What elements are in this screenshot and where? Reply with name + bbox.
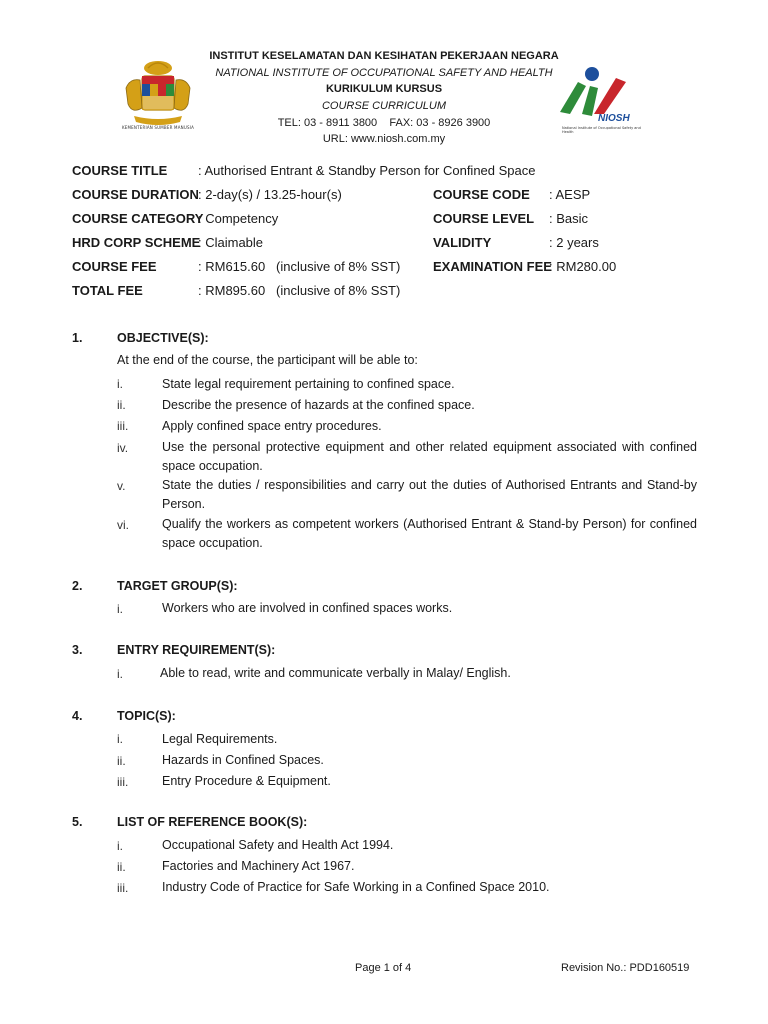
list-marker: iii. bbox=[117, 775, 129, 789]
list-item: Use the personal protective equipment and other related equipment associated with confined space occupation. bbox=[162, 440, 697, 473]
list-item: Describe the presence of hazards at the confined space. bbox=[162, 398, 475, 412]
course-fee-label: COURSE FEE bbox=[72, 259, 157, 274]
niosh-logo-subtext: National Institute of Occupational Safety and Health bbox=[562, 126, 641, 134]
list-item: Legal Requirements. bbox=[162, 732, 278, 746]
section-title-objectives: OBJECTIVE(S): bbox=[117, 331, 209, 345]
list-marker: vi. bbox=[117, 518, 129, 532]
course-duration-value: : 2-day(s) / 13.25-hour(s) bbox=[198, 187, 342, 202]
list-marker: iii. bbox=[117, 419, 129, 433]
hrd-scheme-label: HRD CORP SCHEME bbox=[72, 235, 201, 250]
course-duration-label: COURSE DURATION bbox=[72, 187, 199, 202]
section-number: 4. bbox=[72, 709, 83, 723]
website-url[interactable]: URL: www.niosh.com.my bbox=[322, 133, 446, 145]
objectives-intro: At the end of the course, the participant will be able to: bbox=[117, 353, 418, 367]
course-fee-value: : RM615.60 (inclusive of 8% SST) bbox=[198, 259, 401, 274]
list-item: Qualify the workers as competent workers (Authorised Entrant & Stand-by Person) for confined space occupation. bbox=[162, 517, 697, 550]
list-item: Entry Procedure & Equipment. bbox=[162, 774, 331, 788]
section-title-entry-requirements: ENTRY REQUIREMENT(S): bbox=[117, 643, 276, 657]
list-item: Hazards in Confined Spaces. bbox=[162, 753, 324, 767]
examination-fee-label: EXAMINATION FEE bbox=[433, 259, 552, 274]
list-marker: iii. bbox=[117, 881, 129, 895]
course-category-value: : Competency bbox=[198, 211, 279, 226]
list-marker: v. bbox=[117, 479, 126, 493]
course-code-label: COURSE CODE bbox=[433, 187, 530, 202]
total-fee-label: TOTAL FEE bbox=[72, 283, 143, 298]
hrd-scheme-value: : Claimable bbox=[198, 235, 264, 250]
page-number: Page 1 of 4 bbox=[355, 962, 412, 974]
list-marker: i. bbox=[117, 732, 123, 746]
curriculum-title-ms: KURIKULUM KURSUS bbox=[325, 83, 443, 95]
list-marker: ii. bbox=[117, 860, 126, 874]
list-item: Occupational Safety and Health Act 1994. bbox=[162, 838, 394, 852]
list-marker: i. bbox=[117, 602, 123, 616]
list-marker: ii. bbox=[117, 754, 126, 768]
section-number: 2. bbox=[72, 579, 83, 593]
course-category-label: COURSE CATEGORY bbox=[72, 211, 204, 226]
examination-fee-value: : RM280.00 bbox=[549, 259, 617, 274]
curriculum-title-en: COURSE CURRICULUM bbox=[321, 100, 447, 112]
crest-caption: KEMENTERIAN SUMBER MANUSIA bbox=[121, 125, 195, 130]
revision-number: Revision No.: PDD160519 bbox=[561, 962, 690, 974]
list-item: Able to read, write and communicate verbally in Malay/ English. bbox=[160, 666, 511, 680]
section-number: 5. bbox=[72, 815, 83, 829]
list-item: State legal requirement pertaining to confined space. bbox=[162, 377, 455, 391]
list-item: State the duties / responsibilities and carry out the duties of Authorised Entrants and Stand-by Person. bbox=[162, 478, 697, 511]
course-title-value: : Authorised Entrant & Standby Person for Confined Space bbox=[198, 163, 536, 178]
institute-name-en: NATIONAL INSTITUTE OF OCCUPATIONAL SAFETY AND HEALTH bbox=[215, 67, 553, 79]
institute-name-ms: INSTITUT KESELAMATAN DAN KESIHATAN PEKERJAAN NEGARA bbox=[209, 50, 559, 62]
section-title-topics: TOPIC(S): bbox=[117, 709, 176, 723]
list-item: Apply confined space entry procedures. bbox=[162, 419, 382, 433]
course-level-label: COURSE LEVEL bbox=[433, 211, 535, 226]
section-number: 3. bbox=[72, 643, 83, 657]
course-title-label: COURSE TITLE bbox=[72, 163, 168, 178]
validity-value: : 2 years bbox=[549, 235, 599, 250]
contact-info: TEL: 03 - 8911 3800 FAX: 03 - 8926 3900 bbox=[277, 117, 491, 129]
course-level-value: : Basic bbox=[549, 211, 589, 226]
list-item: Workers who are involved in confined spaces works. bbox=[162, 601, 453, 615]
niosh-logo-text: NIOSH bbox=[598, 113, 630, 124]
course-code-value: : AESP bbox=[549, 187, 591, 202]
list-marker: i. bbox=[117, 667, 123, 681]
list-item: Factories and Machinery Act 1967. bbox=[162, 859, 355, 873]
total-fee-value: : RM895.60 (inclusive of 8% SST) bbox=[198, 283, 401, 298]
list-marker: iv. bbox=[117, 441, 129, 455]
section-title-target-group: TARGET GROUP(S): bbox=[117, 579, 238, 593]
section-title-reference-books: LIST OF REFERENCE BOOK(S): bbox=[117, 815, 308, 829]
section-number: 1. bbox=[72, 331, 83, 345]
validity-label: VALIDITY bbox=[433, 235, 492, 250]
list-marker: i. bbox=[117, 377, 123, 391]
list-marker: ii. bbox=[117, 398, 126, 412]
list-marker: i. bbox=[117, 839, 123, 853]
list-item: Industry Code of Practice for Safe Working in a Confined Space 2010. bbox=[162, 880, 550, 894]
